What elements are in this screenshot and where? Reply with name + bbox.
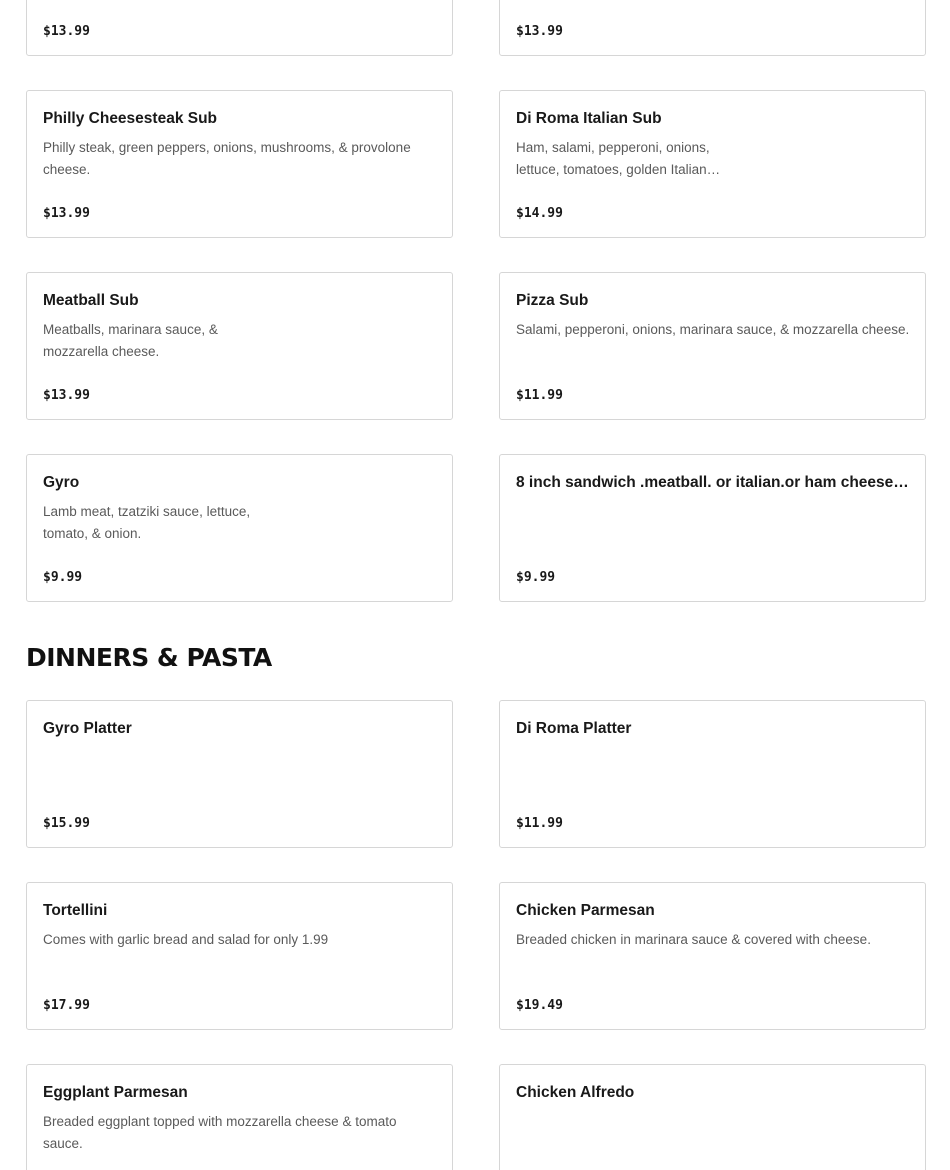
menu-item-card[interactable] <box>499 90 926 238</box>
menu-item-description: Comes with garlic bread and salad for only 1.99 <box>43 932 329 947</box>
menu-item-description: Philly steak, green peppers, onions, mushrooms, & provolone cheese. <box>43 140 411 177</box>
menu-item-price: $9.99 <box>43 570 83 585</box>
menu-item-price: $13.99 <box>43 206 90 221</box>
menu-item-price: $11.99 <box>516 816 563 831</box>
menu-item-card[interactable] <box>26 454 453 602</box>
menu-item-description: Breaded chicken in marinara sauce & covered with cheese. <box>516 932 871 947</box>
menu-item-name: 8 inch sandwich .meatball. or italian.or ham cheese… <box>516 474 909 491</box>
menu-item-price: $13.99 <box>43 24 90 39</box>
menu-item-name: Chicken Alfredo <box>516 1084 635 1101</box>
menu-item-name: Tortellini <box>43 902 108 919</box>
menu-item-description: Breaded eggplant topped with mozzarella cheese & tomato sauce. <box>43 1114 397 1151</box>
section-title: DINNERS & PASTA <box>26 643 272 672</box>
menu-item-card[interactable] <box>26 1064 453 1170</box>
menu-item-card[interactable] <box>26 272 453 420</box>
menu-item-price: $9.99 <box>516 570 556 585</box>
menu-item-card[interactable] <box>499 700 926 848</box>
menu-item-card[interactable] <box>499 454 926 602</box>
menu-item-card[interactable] <box>499 1064 926 1170</box>
menu-item-description: Lamb meat, tzatziki sauce, lettuce, tomato, & onion. <box>43 504 251 541</box>
menu-item-card[interactable] <box>499 272 926 420</box>
menu-item-card[interactable] <box>499 882 926 1030</box>
menu-item-price: $19.49 <box>516 998 563 1013</box>
menu-item-name: Di Roma Platter <box>516 720 632 737</box>
menu-item-price: $13.99 <box>516 24 563 39</box>
menu-item-name: Gyro Platter <box>43 720 132 737</box>
menu-item-name: Gyro <box>43 474 80 491</box>
menu-item-card[interactable] <box>26 700 453 848</box>
menu-item-card[interactable] <box>499 0 926 56</box>
menu-item-price: $17.99 <box>43 998 90 1013</box>
menu-item-price: $13.99 <box>43 388 90 403</box>
menu-item-card[interactable] <box>26 90 453 238</box>
menu-item-name: Di Roma Italian Sub <box>516 110 662 127</box>
menu-item-card[interactable] <box>26 882 453 1030</box>
menu-item-name: Philly Cheesesteak Sub <box>43 110 218 127</box>
menu-item-card[interactable] <box>26 0 453 56</box>
menu-item-description: Meatballs, marinara sauce, & mozzarella cheese. <box>43 322 218 359</box>
menu-item-name: Chicken Parmesan <box>516 902 655 919</box>
menu-item-description: Ham, salami, pepperoni, onions, lettuce, tomatoes, golden Italian… <box>516 140 721 177</box>
menu-item-price: $15.99 <box>43 816 90 831</box>
menu-item-name: Pizza Sub <box>516 292 589 309</box>
menu-item-price: $11.99 <box>516 388 563 403</box>
menu-item-price: $14.99 <box>516 206 563 221</box>
menu-item-description: Salami, pepperoni, onions, marinara sauce, & mozzarella cheese. <box>516 322 910 337</box>
menu-item-name: Eggplant Parmesan <box>43 1084 188 1101</box>
menu-item-name: Meatball Sub <box>43 292 139 309</box>
